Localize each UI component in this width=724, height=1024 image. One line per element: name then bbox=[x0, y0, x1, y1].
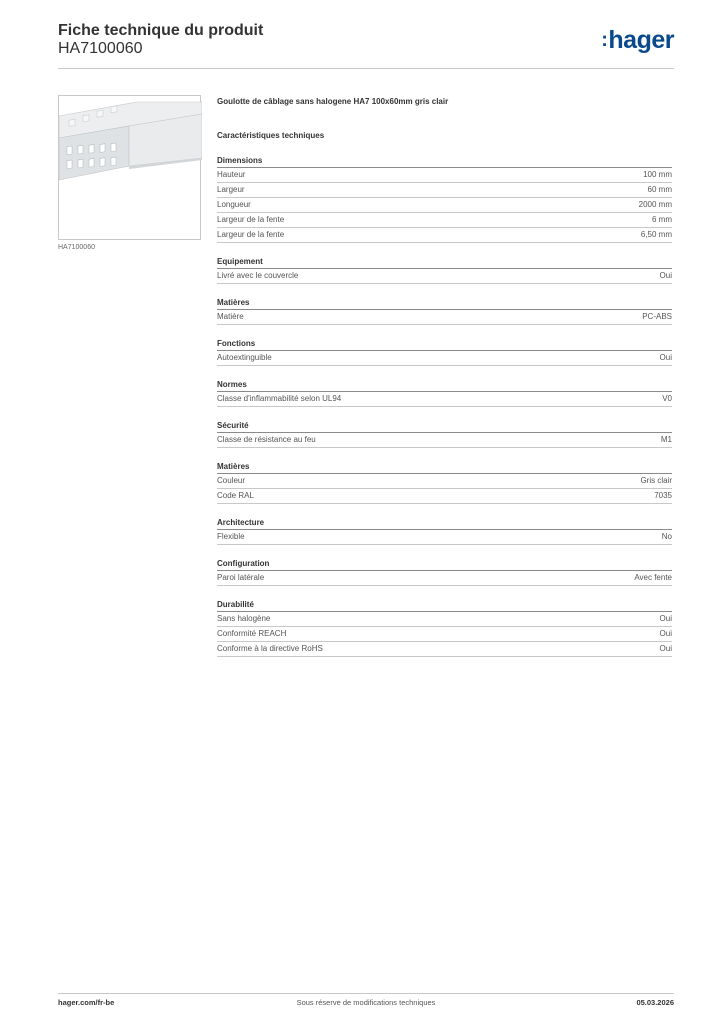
spec-label: Conforme à la directive RoHS bbox=[217, 644, 323, 653]
spec-label: Classe d'inflammabilité selon UL94 bbox=[217, 394, 342, 403]
page-header bbox=[58, 20, 674, 70]
spec-value: No bbox=[661, 532, 672, 541]
spec-section bbox=[217, 379, 672, 407]
spec-label: Couleur bbox=[217, 476, 246, 485]
section-title: Normes bbox=[217, 379, 672, 392]
spec-section bbox=[217, 155, 672, 243]
footer-note: Sous réserve de modifications techniques bbox=[296, 998, 436, 1007]
section-title: Durabilité bbox=[217, 599, 672, 612]
spec-section bbox=[217, 461, 672, 504]
spec-row bbox=[217, 489, 672, 504]
product-name: Goulotte de câblage sans halogene HA7 100x60mm gris clair bbox=[217, 97, 449, 106]
spec-value: Oui bbox=[659, 614, 672, 623]
spec-section bbox=[217, 599, 672, 657]
tech-characteristics-title: Caractéristiques techniques bbox=[217, 131, 325, 140]
spec-label: Hauteur bbox=[217, 170, 246, 179]
spec-value: Oui bbox=[659, 271, 672, 280]
footer-website-link[interactable]: hager.com/fr-be bbox=[58, 998, 115, 1007]
spec-value: 7035 bbox=[654, 491, 672, 500]
spec-value: 6,50 mm bbox=[640, 230, 672, 239]
spec-value: Avec fente bbox=[634, 573, 672, 582]
spec-row bbox=[217, 530, 672, 545]
spec-label: Largeur bbox=[217, 185, 245, 194]
spec-row bbox=[217, 198, 672, 213]
section-title: Dimensions bbox=[217, 155, 672, 168]
spec-label: Flexible bbox=[217, 532, 245, 541]
page-title: Fiche technique du produit bbox=[58, 22, 264, 39]
spec-row bbox=[217, 627, 672, 642]
spec-label: Largeur de la fente bbox=[217, 230, 285, 239]
spec-value: Oui bbox=[659, 644, 672, 653]
spec-value: 60 mm bbox=[647, 185, 672, 194]
section-title: Sécurité bbox=[217, 420, 672, 433]
footer-date: 05.03.2026 bbox=[636, 998, 674, 1007]
footer-divider bbox=[58, 993, 674, 994]
section-title: Architecture bbox=[217, 517, 672, 530]
image-caption: HA7100060 bbox=[58, 244, 95, 251]
spec-row bbox=[217, 351, 672, 366]
spec-sections bbox=[217, 155, 672, 657]
section-title: Configuration bbox=[217, 558, 672, 571]
section-title: Matières bbox=[217, 461, 672, 474]
spec-row bbox=[217, 642, 672, 657]
spec-section bbox=[217, 297, 672, 325]
spec-value: 2000 mm bbox=[638, 200, 672, 209]
spec-row bbox=[217, 392, 672, 407]
section-title: Matières bbox=[217, 297, 672, 310]
spec-row bbox=[217, 269, 672, 284]
spec-section bbox=[217, 420, 672, 448]
spec-section bbox=[217, 558, 672, 586]
spec-label: Livré avec le couvercle bbox=[217, 271, 299, 280]
spec-row bbox=[217, 433, 672, 448]
spec-row bbox=[217, 168, 672, 183]
spec-label: Longueur bbox=[217, 200, 251, 209]
spec-row bbox=[217, 228, 672, 243]
spec-label: Paroi latérale bbox=[217, 573, 265, 582]
spec-row bbox=[217, 310, 672, 325]
spec-label: Classe de résistance au feu bbox=[217, 435, 316, 444]
spec-row bbox=[217, 571, 672, 586]
spec-label: Largeur de la fente bbox=[217, 215, 285, 224]
spec-value: V0 bbox=[662, 394, 672, 403]
spec-value: 100 mm bbox=[643, 170, 672, 179]
logo-text: hager bbox=[608, 26, 674, 54]
spec-value: 6 mm bbox=[652, 215, 672, 224]
spec-value: M1 bbox=[660, 435, 672, 444]
logo-dots-icon: : bbox=[601, 29, 608, 51]
spec-label: Code RAL bbox=[217, 491, 254, 500]
spec-value: Gris clair bbox=[640, 476, 672, 485]
section-title: Equipement bbox=[217, 256, 672, 269]
product-image-frame bbox=[58, 95, 201, 240]
spec-value: PC-ABS bbox=[642, 312, 672, 321]
header-divider bbox=[58, 68, 674, 69]
spec-label: Sans halogène bbox=[217, 614, 271, 623]
product-reference: HA7100060 bbox=[58, 40, 143, 57]
cable-duct-image bbox=[59, 96, 202, 241]
spec-value: Oui bbox=[659, 353, 672, 362]
spec-label: Matière bbox=[217, 312, 244, 321]
spec-content bbox=[217, 95, 672, 670]
spec-row bbox=[217, 612, 672, 627]
spec-row bbox=[217, 183, 672, 198]
spec-section bbox=[217, 338, 672, 366]
spec-row bbox=[217, 474, 672, 489]
hager-logo[interactable] bbox=[601, 26, 674, 56]
spec-section bbox=[217, 517, 672, 545]
section-title: Fonctions bbox=[217, 338, 672, 351]
spec-section bbox=[217, 256, 672, 284]
spec-value: Oui bbox=[659, 629, 672, 638]
spec-label: Autoextinguible bbox=[217, 353, 272, 362]
spec-row bbox=[217, 213, 672, 228]
page-footer bbox=[58, 998, 674, 1012]
spec-label: Conformité REACH bbox=[217, 629, 287, 638]
